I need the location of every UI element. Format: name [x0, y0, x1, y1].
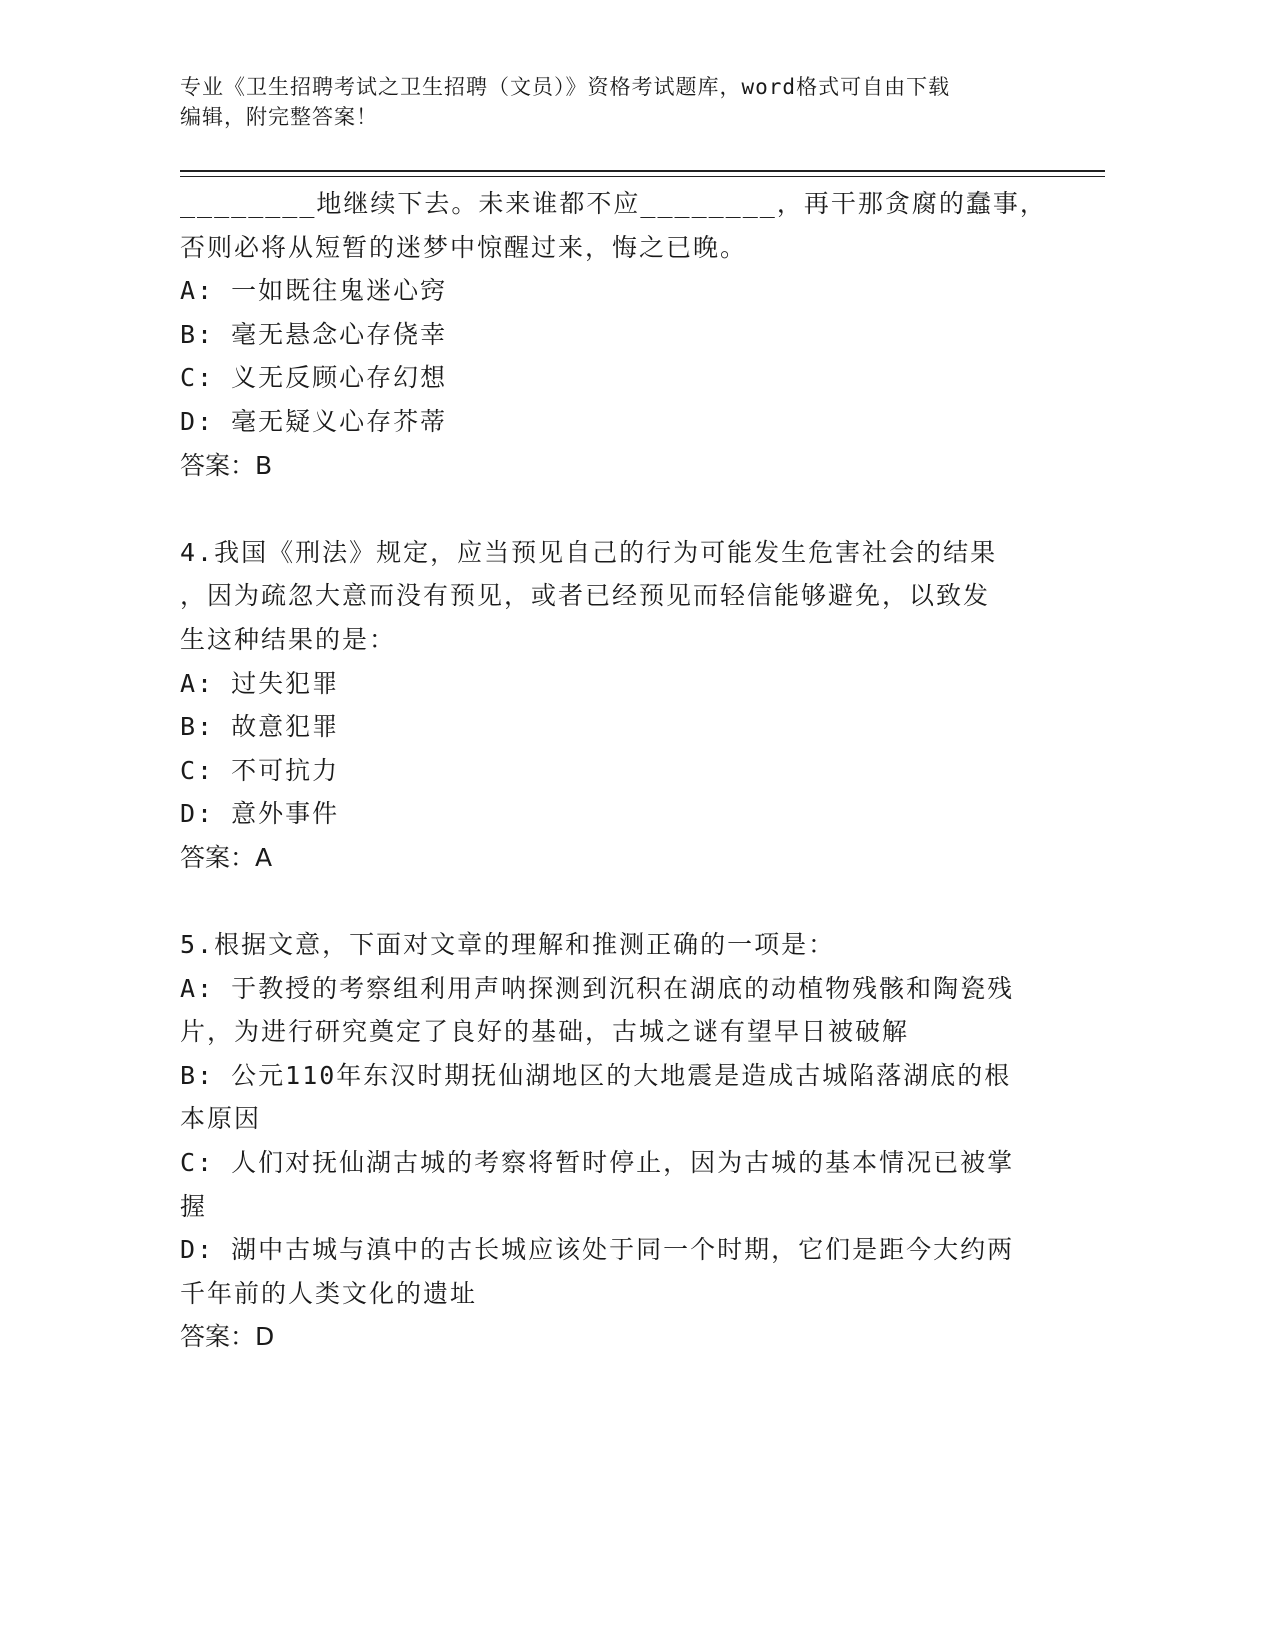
option-b: B: 公元110年东汉时期抚仙湖地区的大地震是造成古城陷落湖底的根	[180, 1060, 1012, 1090]
option-c-continued: 握	[180, 1191, 208, 1221]
question-stem-line: 4.我国《刑法》规定，应当预见自己的行为可能发生危害社会的结果	[180, 537, 998, 567]
option-c: C: 义无反顾心存幻想	[180, 363, 448, 393]
option-b: B: 故意犯罪	[180, 712, 340, 742]
question-stem-line: 否则必将从短暂的迷梦中惊醒过来，悔之已晚。	[180, 232, 748, 262]
option-d: D: 意外事件	[180, 799, 340, 829]
answer-label: 答案：B	[180, 450, 273, 480]
question-content	[180, 182, 1047, 1359]
option-d: D: 毫无疑义心存芥蒂	[180, 406, 448, 436]
option-b: B: 毫无悬念心存侥幸	[180, 319, 448, 349]
question-stem-line: ，因为疏忽大意而没有预见，或者已经预见而轻信能够避免，以致发	[180, 581, 991, 611]
option-a: A: 过失犯罪	[180, 668, 340, 698]
option-a: A: 一如既往鬼迷心窍	[180, 276, 448, 306]
header-rule-thick	[180, 170, 1105, 172]
option-c: C: 不可抗力	[180, 755, 340, 785]
option-c: C: 人们对抚仙湖古城的考察将暂时停止，因为古城的基本情况已被掌	[180, 1148, 1015, 1178]
question-3	[180, 182, 1047, 487]
question-4	[180, 531, 1030, 880]
answer-label: 答案：D	[180, 1322, 275, 1352]
answer-label: 答案：A	[180, 842, 273, 872]
option-a-continued: 片，为进行研究奠定了良好的基础，古城之谜有望早日被破解	[180, 1017, 910, 1047]
header-line-2: 编辑，附完整答案！	[180, 105, 378, 129]
header-rule-thin	[180, 176, 1105, 177]
option-a: A: 于教授的考察组利用声呐探测到沉积在湖底的动植物残骸和陶瓷残	[180, 973, 1015, 1003]
spacer	[180, 880, 1030, 924]
option-b-continued: 本原因	[180, 1104, 262, 1134]
spacer	[180, 487, 1030, 531]
header-line-1: 专业《卫生招聘考试之卫生招聘（文员）》资格考试题库，word格式可自由下载	[180, 75, 951, 99]
document-header	[180, 72, 1040, 132]
option-d-continued: 千年前的人类文化的遗址	[180, 1278, 478, 1308]
question-stem-line: 5.根据文意，下面对文章的理解和推测正确的一项是：	[180, 930, 836, 960]
question-stem-line: 生这种结果的是：	[180, 624, 397, 654]
option-d: D: 湖中古城与滇中的古长城应该处于同一个时期，它们是距今大约两	[180, 1235, 1015, 1265]
question-5	[180, 923, 1030, 1359]
question-stem-line: ________地继续下去。未来谁都不应________，再干那贪腐的蠢事，	[180, 189, 1047, 218]
